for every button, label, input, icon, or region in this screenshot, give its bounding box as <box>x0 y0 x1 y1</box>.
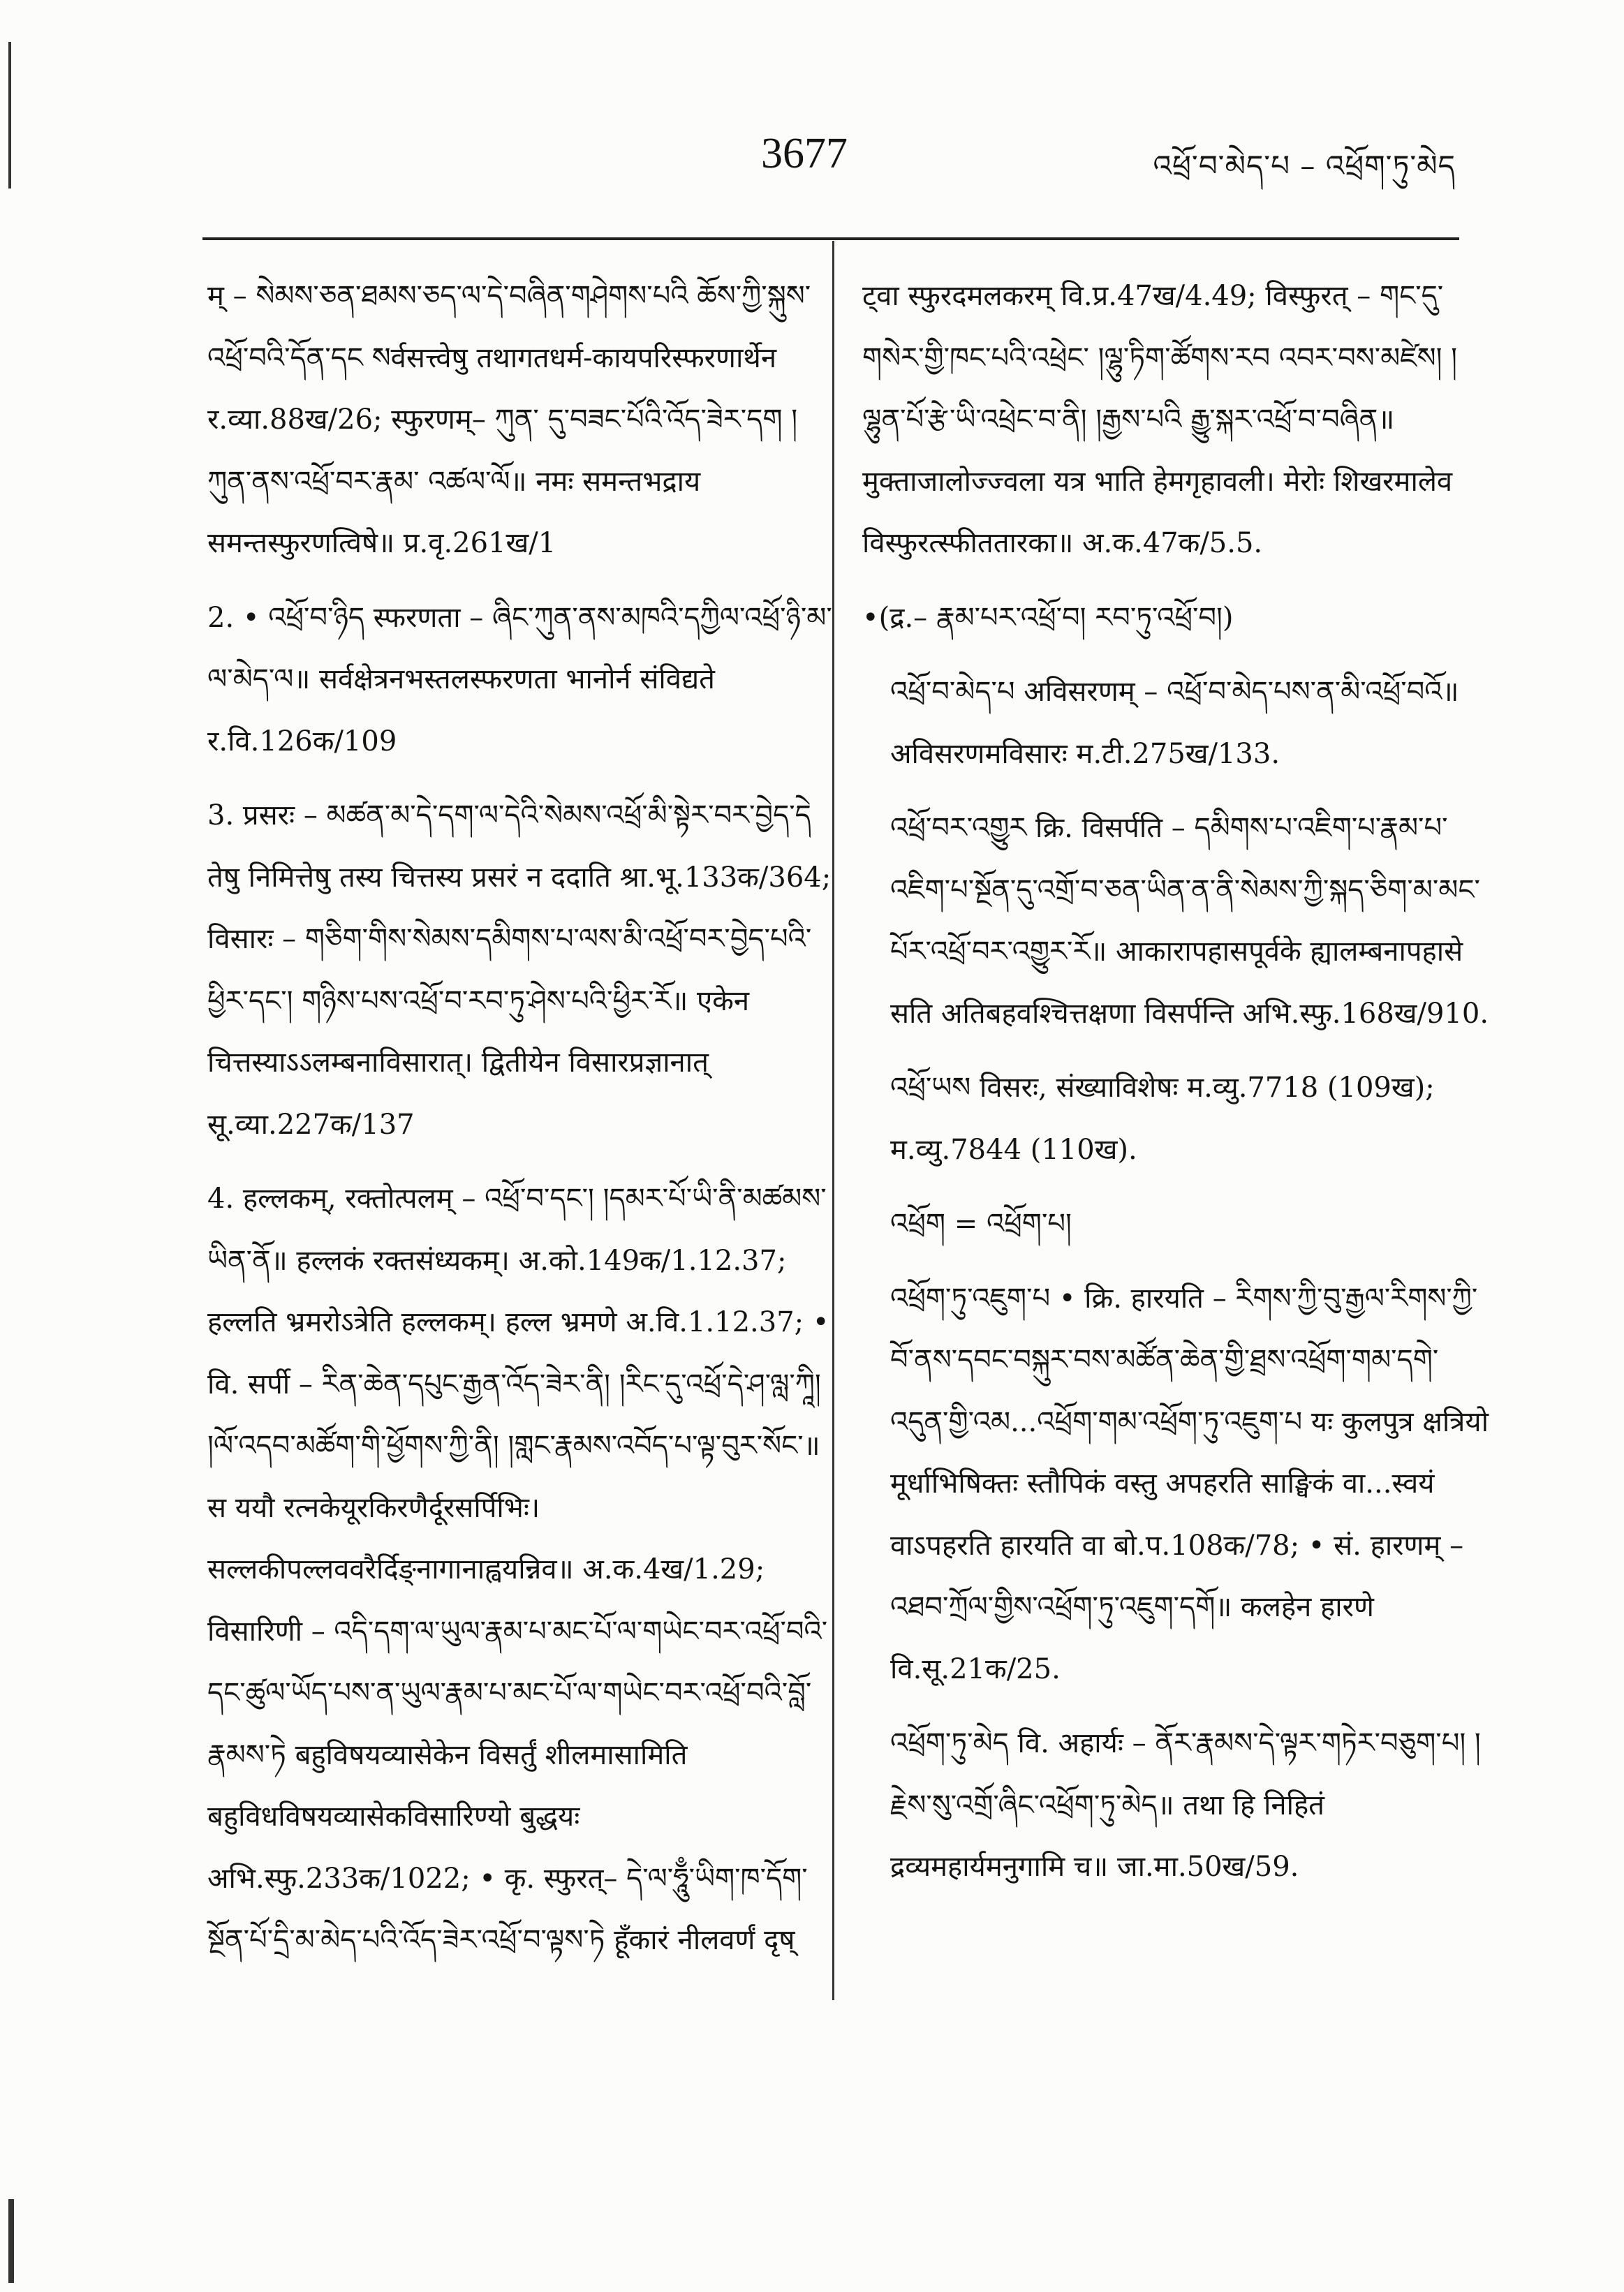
dictionary-entry: འཕྲོ་ཡས विसरः, संख्याविशेषः म.व्यु.7718 (109ख); म.व्यु.7844 (110ख). <box>890 1072 1435 1166</box>
left-column <box>207 265 836 1984</box>
dictionary-entry: འཕྲོག་ཏུ་འཇུག་པ • क्रि. हारयति – རིགས་ཀྱི་བུ་རྒྱལ་རིགས་ཀྱི་བོ་ནས་དབང་བསྐུར་བས་མཚོན་ཆེན་གྱི་ཐྲས་འཕྲོག་གམ་དགེ་འདུན་གྱི་འམ...འཕྲོག་གམ་འཕྲོག་ཏུ་འཇུག་པ यः कुलपुत्र क्षत्रियो मूर्धाभिषिक्तः स्तौपिकं वस्तु अपहरति साङ्घिकं वा...स्वयं वाऽपहरति हारयति वा बो.प.108क/78; • सं. हारणम् – འཐབ་ཀྲོལ་གྱིས་འཕྲོག་ཏུ་འཇུག་དགོ॥ कलहेन हारणे वि.सू.21क/25. <box>890 1282 1489 1685</box>
right-column <box>862 265 1491 1911</box>
dictionary-entry: འཕྲོ་བར་འགྱུར क्रि. विसर्पति – དམིགས་པ་འཇིག་པ་རྣམ་པ་འཇིག་པ་སྔོན་དུ་འགྲོ་བ་ཅན་ཡིན་ན་ནི་སེམས་ཀྱི་སྐད་ཅིག་མ་མང་པོར་འཕྲོ་བར་འགྱུར་རོ॥ आकारापहासपूर्वके ह्यालम्बनापहासे सति अतिबहवश्चित्तक्षणा विसर्पन्ति अभि.स्फु.168ख/910. <box>890 812 1489 1030</box>
entry-paragraph: 4. हल्लकम्, रक्तोत्पलम् – འཕྲོ་བ་དང་། །དམར་པོ་ཡི་ནི་མཚམས་ཡིན་ནོ॥ हल्लकं रक्तसंध्यकम्। अ.को.149क/1.12.37; हल्लति भ्रमरोऽत्रेति हल्लकम्। हल्ल भ्रमणे अ.वि.1.12.37; • वि. सर्पी – རིན་ཆེན་དཔུང་རྒྱན་འོད་ཟེར་ནི། །རིང་དུ་འཕྲོ་དེ་ཤ་ལླ་ཀཱི། །ལོ་འདབ་མཚོག་གི་ཕྱོགས་ཀྱི་ནི། །གླང་རྣམས་འབོད་པ་ལྟ་བུར་སོང་॥ स ययौ रत्नकेयूरकिरणैर्दूरसर्पिभिः। सल्लकीपल्लववरैर्दिङ्नागानाह्वयन्निव॥ अ.क.4ख/1.29; विसारिणी – འདི་དག་ལ་ཡུལ་རྣམ་པ་མང་པོ་ལ་གཡེང་བར་འཕྲོ་བའི་དང་ཚུལ་ཡོད་པས་ན་ཡུལ་རྣམ་པ་མང་པོ་ལ་གཡེང་བར་འཕྲོ་བའི་བློ་རྣམས་ཏེ बहुविषयव्यासेकेन विसर्तुं शीलमासामिति बहुविधविषयव्यासेकविसारिण्यो बुद्धयः अभि.स्फु.233क/1022; • कृ. स्फुरत्– དེ་ལ་ཧཱུྃ་ཡིག་ཁ་དོག་སྔོན་པོ་དྲི་མ་མེད་པའི་འོད་ཟེར་འཕྲོ་བ་ལྟས་ཏེ हूँकारं नीलवर्णं दृष् <box>207 1183 829 1956</box>
header-rule <box>202 237 1459 240</box>
entry-paragraph: 3. प्रसरः – མཚན་མ་དེ་དག་ལ་དེའི་སེམས་འཕྲོ་མི་སྟེར་བར་བྱེད་དེ तेषु निमित्तेषु तस्य चित्तस्य प्रसरं न ददाति श्रा.भू.133क/364; विसारः – གཅིག་གིས་སེམས་དམིགས་པ་ལས་མི་འཕྲོ་བར་བྱེད་པའི་ཕྱིར་དང་། གཉིས་པས་འཕྲོ་བ་རབ་ཏུ་ཤེས་པའི་ཕྱིར་རོ॥ एकेन चित्तस्याऽऽलम्बनाविसारात्। द्वितीयेन विसारप्रज्ञानात् सू.व्या.227क/137 <box>207 799 832 1141</box>
entry-paragraph: म् – སེམས་ཅན་ཐམས་ཅད་ལ་དེ་བཞིན་གཤེགས་པའི ཆོས་ཀྱི་སྐུས་འཕྲོ་བའི་དོན་དང སर्वसत्त्वेषु तथागतधर्म-कायपरिस्फरणार्थेन र.व्या.88ख/26; स्फुरणम्– ཀུན་ དུ་བཟང་པོའི་འོད་ཟེར་དག ། ཀུན་ནས་འཕྲོ་བར་རྣམ་ འཚལ་ལོ॥ नमः समन्तभद्राय समन्तस्फुरणत्विषे॥ प्र.वृ.261ख/1 <box>207 280 811 559</box>
page-edge-mark <box>8 42 11 188</box>
page-edge-mark-bottom <box>8 2199 14 2283</box>
running-head: འཕྲོ་བ་མེད་པ – འཕྲོག་ཏུ་མེད <box>1153 149 1456 183</box>
entry-paragraph: 2. • འཕྲོ་བ་ཉིད स्फरणता – ཞིང་ཀུན་ནས་མཁའི་དཀྱིལ་འཕྲོ་ཉི་མ་ལ་མེད་ལ॥ सर्वक्षेत्रनभस्तलस्फरणता भानोर्न संविद्यते र.वि.126क/109 <box>207 601 832 757</box>
dictionary-entry: འཕྲོག = འཕྲོག་པ། <box>890 1208 1072 1240</box>
dictionary-entry: འཕྲོག་ཏུ་མེད वि. अहार्यः – ནོར་རྣམས་དེ་ལྟར་གཏེར་བཅུག་པ། །རྗེས་སུ་འགྲོ་ཞིང་འཕྲོག་ཏུ་མེད॥ तथा हि निहितं द्रव्यमहार्यमनुगामि च॥ जा.मा.50ख/59. <box>890 1727 1481 1883</box>
page-number: 3677 <box>761 130 848 177</box>
entry-paragraph: ट्वा स्फुरदमलकरम् वि.प्र.47ख/4.49; विस्फुरत् – གང་དུ་གསེར་གྱི་ཁང་པའི་འཕྲེང་ །ལྷུ་ཏིག་ཚོགས་རབ འབར་བས་མཛེས། །ལྷུན་པོ་རྩེ་ཡི་འཕྲེང་བ་ནི། །རྒྱས་པའི རྒྱུ་སྐར་འཕྲོ་བ་བཞིན॥ मुक्ताजालोज्ज्वला यत्र भाति हेमगृहावली। मेरोः शिखरमालेव विस्फुरत्स्फीततारका॥ अ.क.47क/5.5. <box>862 280 1458 559</box>
dictionary-entry: འཕྲོ་བ་མེད་པ अविसरणम् – འཕྲོ་བ་མེད་པས་ན་མི་འཕྲོ་བའོ॥ अविसरणमविसारः म.टी.275ख/133. <box>890 676 1459 770</box>
entry-paragraph: •(द्र.– རྣམ་པར་འཕྲོ་བ། རབ་ཏུ་འཕྲོ་བ།) <box>862 601 1234 634</box>
